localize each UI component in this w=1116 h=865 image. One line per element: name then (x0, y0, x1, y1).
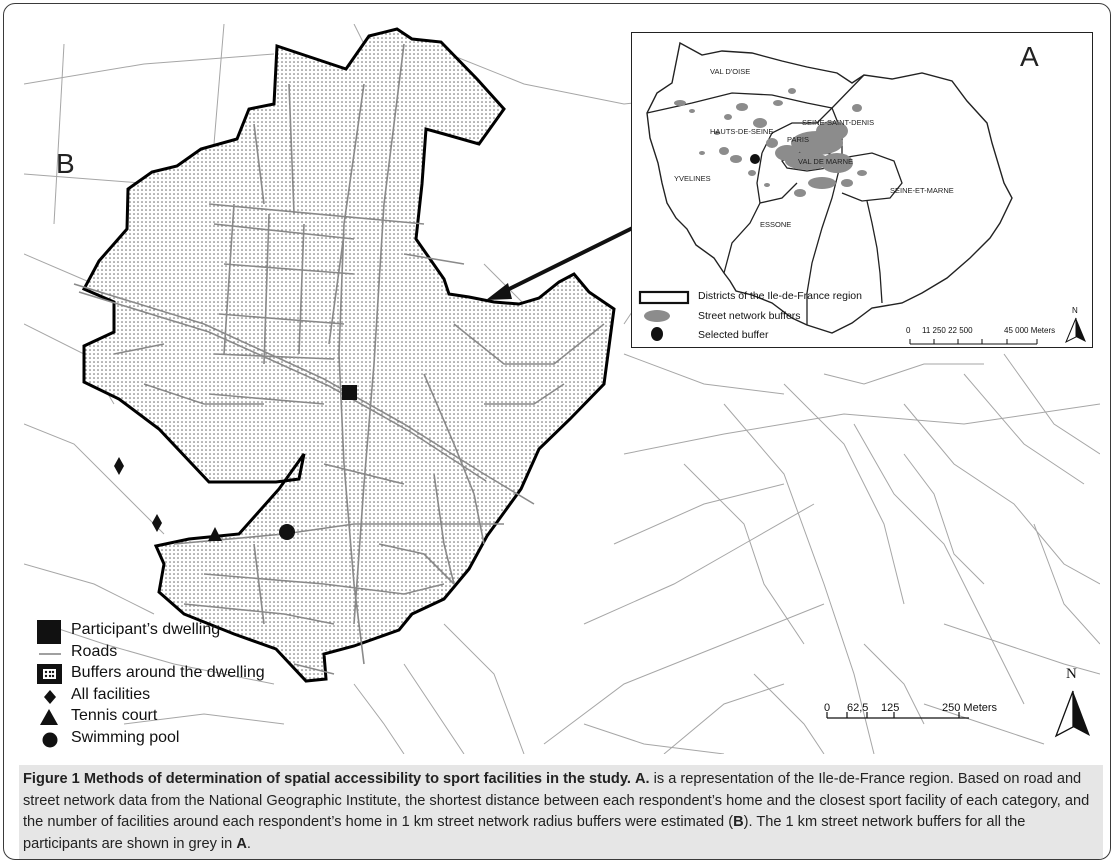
dept-label-yvelines: YVELINES (674, 174, 711, 183)
districts-legend-icon (640, 292, 688, 303)
caption-text-3: . (246, 835, 251, 852)
legend-b-roads-label: Roads (71, 643, 118, 660)
north-arrow-a-icon (1066, 318, 1086, 342)
scale-a-tick-0: 0 (906, 326, 911, 335)
caption-text-1: is a representation of the Ile-de-France region. Based on road and street network data from the National Geographic Institute, the shortest distance between each respondent’s home and the closest sport facility of each category, and the number of facilities around each respondent’s home in 1 km street network radius buffers were estimated ( (23, 771, 1090, 830)
circle-icon (42, 732, 58, 753)
facility-marker-2 (152, 514, 162, 532)
buffers-legend-icon (644, 310, 670, 322)
dept-label-val-doise: VAL D'OISE (710, 67, 751, 76)
caption-label: Figure 1 (23, 771, 80, 787)
scale-a-tick-1: 11 250 22 500 (922, 326, 973, 335)
dept-label-paris: PARIS (787, 135, 809, 144)
north-arrow-b-icon (1056, 691, 1090, 736)
north-label-b: N (1066, 666, 1077, 682)
dept-label-val-de-marne: VAL DE MARNE (798, 157, 854, 166)
buffer-pattern-icon (37, 664, 62, 684)
legend-b-facilities-label: All facilities (71, 686, 151, 703)
figure-caption (19, 765, 1103, 860)
legend-b-dwelling-label: Participant’s dwelling (71, 621, 221, 638)
scale-a-tick-2: 45 000 Meters (1004, 326, 1056, 335)
caption-text-2: ). The 1 km street network buffers for all the participants are shown in grey in (23, 814, 1026, 852)
caption-a-ref-2: A (236, 835, 247, 852)
panel-b-letter: B (56, 148, 75, 179)
participant-dwelling-marker (342, 385, 357, 400)
scale-b-tick-2: 125 (881, 702, 900, 714)
tennis-court-marker (208, 527, 222, 541)
scale-b-tick-3: 250 Meters (942, 702, 998, 714)
legend-b-pool-label: Swimming pool (71, 729, 180, 746)
selected-buffer-legend-icon (651, 327, 663, 341)
buffer-polygon (84, 29, 614, 681)
dept-label-hauts-de-seine: HAUTS-DE-SEINE (710, 127, 774, 136)
scale-b-tick-1: 62,5 (847, 702, 869, 714)
panel-a-inset (631, 32, 1093, 348)
caption-b-ref: B (733, 814, 744, 830)
legend-a-districts: Districts of the Ile-de-France region (698, 290, 862, 302)
dept-label-seine-et-marne: SEINE-ET-MARNE (890, 186, 954, 195)
legend-a-buffers: Street network buffers (698, 310, 801, 322)
panel-a-letter: A (1020, 41, 1039, 72)
swimming-pool-marker (279, 524, 295, 540)
facility-marker-1 (114, 457, 124, 475)
square-icon (37, 620, 61, 644)
diamond-icon (43, 690, 57, 709)
scale-bar-a (910, 339, 1037, 344)
north-label-a: N (1072, 306, 1078, 315)
legend-b-tennis-label: Tennis court (71, 707, 158, 724)
inset-arrow-head (486, 283, 512, 300)
dept-label-essone: ESSONE (760, 220, 792, 229)
figure-frame (3, 3, 1111, 860)
legend-a-selected: Selected buffer (698, 329, 769, 341)
caption-title: Methods of determination of spatial accessibility to sport facilities in the study. (83, 771, 631, 787)
legend-b-buffer-label: Buffers around the dwelling (71, 664, 265, 681)
triangle-icon (40, 709, 58, 730)
dept-label-seine-saint-denis: SEINE-SAINT-DENIS (802, 118, 875, 127)
selected-buffer-marker (750, 154, 760, 164)
road-line-icon (39, 653, 61, 655)
scale-b-tick-0: 0 (824, 702, 831, 714)
caption-a-ref: A. (634, 771, 650, 787)
